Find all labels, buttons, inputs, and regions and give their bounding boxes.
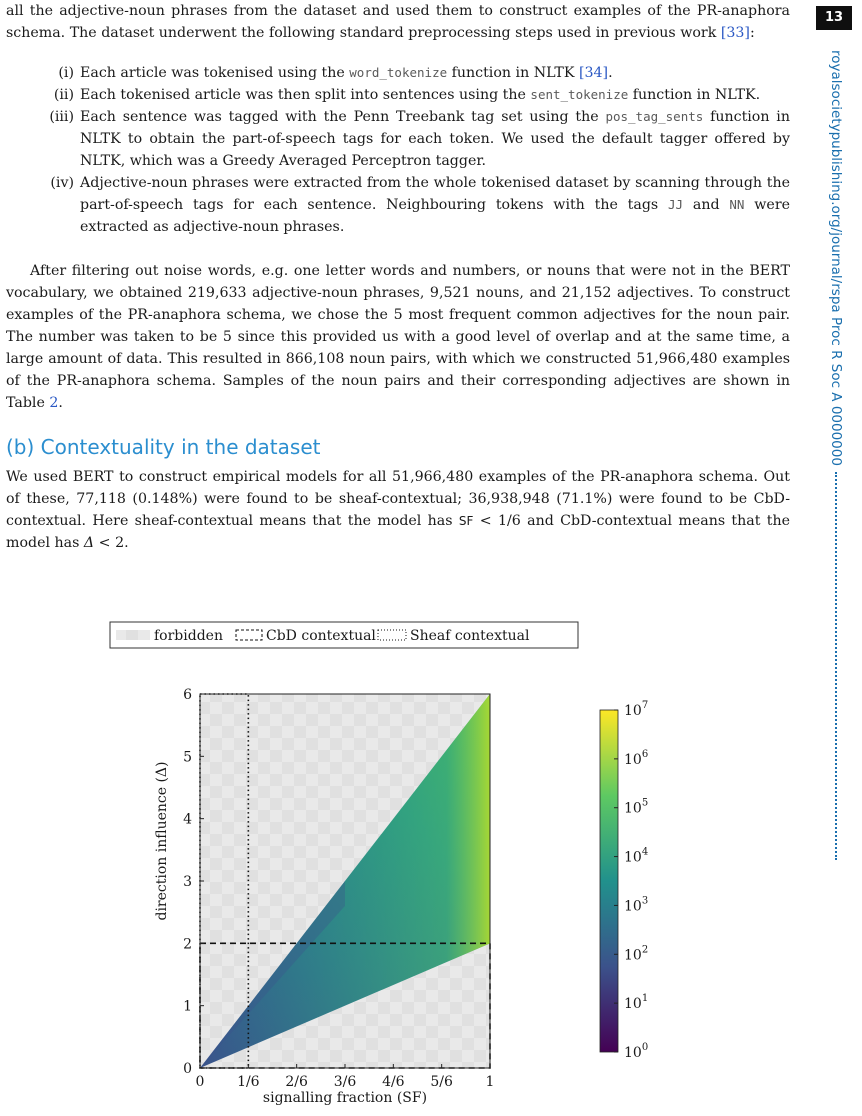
colorbar-tick-exponent: 7 — [641, 700, 649, 711]
citation-link[interactable]: [34] — [578, 65, 609, 81]
colorbar-tick-label: $10^0$ — [624, 1042, 649, 1061]
colorbar-tick-label: $10^7$ — [624, 700, 649, 719]
colorbar-tick-exponent: 6 — [641, 748, 649, 760]
sidebar-dotted-line — [835, 472, 837, 860]
x-tick-label: 3/6 — [333, 1074, 357, 1090]
y-tick-label: 3 — [183, 874, 192, 890]
colorbar-tick-exponent: 4 — [641, 846, 649, 858]
plot-area — [200, 694, 490, 1068]
legend-swatch-forbidden — [116, 630, 150, 640]
chart-legend — [110, 622, 578, 648]
list-item: (iii) Each sentence was tagged with the Penn Treebank tag set using the pos_tag_sents function in NLTK to obtain the part-of-speech tags for each token. We used the default tagger offered by NLTK, which was a Greedy Averaged Perceptron tagger. — [49, 109, 790, 169]
y-tick-label: 5 — [183, 749, 192, 766]
colorbar-tick-label: $10^4$ — [624, 846, 649, 866]
colorbar-tick-label: $10^1$ — [624, 993, 649, 1013]
x-tick-label: 5/6 — [430, 1074, 453, 1090]
y-tick-label: 4 — [183, 811, 192, 828]
x-tick-label: 1 — [485, 1074, 495, 1090]
list-item: (i) Each article was tokenised using the word_tokenize function in NLTK [34]. — [58, 65, 613, 81]
paragraph-1: all the adjective-noun phrases from the dataset and used them to construct examples of the PR-anaphora schema. The dataset underwent the following standard preprocessing steps used in previous work [33]: — [6, 3, 790, 41]
preprocessing-steps — [6, 62, 790, 238]
x-axis-label: signalling fraction (SF) — [262, 1090, 428, 1106]
colorbar-tick-label: $10^6$ — [624, 748, 649, 768]
colorbar-tick-label: $10^2$ — [624, 944, 649, 964]
main-text — [6, 0, 790, 554]
x-tick-label: 1/6 — [237, 1074, 260, 1090]
paragraph-3: We used BERT to construct empirical models for all 51,966,480 examples of the PR-anaphora schema. Out of these, 77,118 (0.148%) were found to be sheaf-contextual; 36,938,948 (71.1%) were found to be CbD-contextual. Here sheaf-contextual means that the model has SF < 1/6 and CbD-contextual means that the model has Δ < 2. — [6, 469, 790, 551]
colorbar-tick-label: $10^5$ — [624, 797, 649, 817]
y-tick-label: 1 — [183, 998, 192, 1015]
table-ref-link[interactable]: 2 — [49, 395, 59, 411]
paragraph-2: After filtering out noise words, e.g. one letter words and numbers, or nouns that were not in the BERT vocabulary, we obtained 219,633 adjective-noun phrases, 9,521 nouns, and 21,152 adjectives. To construct examples of the PR-anaphora schema, we chose the 5 most frequent common adjectives for the noun pair. The number was taken to be 5 since this provided us with a good level of overlap and at the same time, a large amount of data. This resulted in 866,108 noun pairs, with which we constructed 51,966,480 examples of the PR-anaphora schema. Samples of the noun pairs and their corresponding adjectives are shown in Table 2. — [6, 263, 790, 411]
colorbar-tick-exponent: 5 — [641, 797, 649, 809]
y-tick-label: 2 — [183, 936, 192, 953]
legend-label-sheaf: Sheaf contextual — [410, 628, 530, 644]
colorbar-tick-label: $10^3$ — [624, 895, 649, 915]
colorbar-tick-exponent: 2 — [641, 944, 649, 956]
x-tick-label: 0 — [195, 1074, 205, 1090]
journal-sidebar — [824, 50, 848, 860]
colorbar — [600, 700, 648, 1061]
colorbar-tick-exponent: 0 — [641, 1042, 649, 1053]
legend-label-forbidden: forbidden — [154, 628, 223, 644]
colorbar-gradient — [600, 710, 618, 1052]
section-heading: (b) Contextuality in the dataset — [6, 435, 321, 459]
list-item: (iv) Adjective-noun phrases were extracted from the whole tokenised dataset by scanning through the part-of-speech tags for each sentence. Neighbouring tokens with the tags JJ and NN were extracted as adjective-noun phrases. — [50, 175, 791, 235]
y-tick-label: 6 — [183, 687, 192, 703]
contextuality-heatmap-figure — [90, 618, 650, 1110]
list-item: (ii) Each tokenised article was then split into sentences using the sent_tokenize function in NLTK. — [53, 87, 761, 103]
legend-label-cbd: CbD contextual — [266, 628, 376, 644]
colorbar-tick-exponent: 1 — [641, 993, 649, 1005]
x-tick-label: 4/6 — [382, 1074, 405, 1090]
x-tick-label: 2/6 — [285, 1074, 308, 1090]
y-tick-label: 0 — [183, 1061, 192, 1077]
y-axis-label: direction influence (Δ) — [154, 761, 170, 921]
journal-sidebar-text[interactable]: royalsocietypublishing.org/journal/rspa Proc R Soc A 0000000 — [828, 50, 844, 466]
colorbar-tick-exponent: 3 — [641, 895, 649, 907]
citation-link[interactable]: [33] — [720, 25, 750, 41]
page-number: 13 — [816, 6, 852, 30]
